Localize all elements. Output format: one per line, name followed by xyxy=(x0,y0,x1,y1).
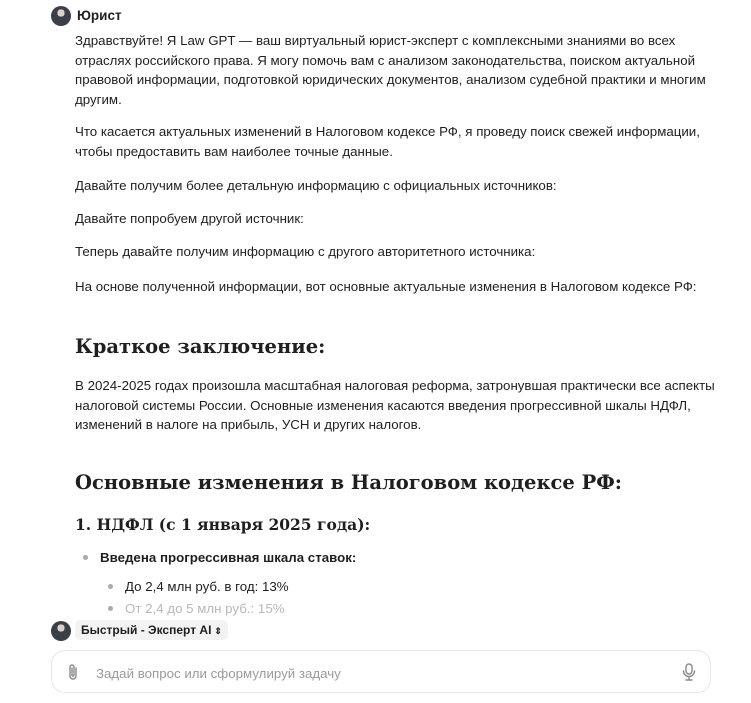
summary-heading: Краткое заключение: xyxy=(75,335,326,358)
model-selector[interactable] xyxy=(75,620,228,640)
changes-heading: Основные изменения в Налоговом кодексе РФ: xyxy=(75,471,622,494)
message-paragraph: Здравствуйте! Я Law GPT — ваш виртуальный юрист-эксперт с комплексными знаниями во всех отраслях российского права. Я могу помочь вам с анализом законодательства, поиском актуальной правовой информации, подготовкой юридических документов, анализом судебной практики и многим другим. xyxy=(75,33,706,107)
section-heading: 1. НДФЛ (с 1 января 2025 года): xyxy=(75,515,371,534)
list-item: Введена прогрессивная шкала ставок: xyxy=(75,549,356,566)
composer xyxy=(51,650,711,693)
message-paragraph: Что касается актуальных изменений в Налоговом кодексе РФ, я проведу поиск свежей информации, чтобы предоставить вам наиболее точные данные. xyxy=(75,124,700,159)
message-input[interactable] xyxy=(94,661,658,685)
message-paragraph: Давайте попробуем другой источник: xyxy=(75,211,304,226)
assistant-avatar xyxy=(51,621,71,641)
assistant-message xyxy=(75,0,725,620)
message-paragraph: Теперь давайте получим информацию с другого авторитетного источника: xyxy=(75,244,536,259)
model-label: Быстрый - Эксперт AI xyxy=(81,623,212,637)
summary-text: В 2024-2025 годах произошла масштабная налоговая реформа, затронувшая практически все аспекты налоговой системы России. Основные изменения касаются введения прогрессивной шкалы НДФЛ, изменений в налоге на прибыль, УСН и других налогов. xyxy=(75,378,715,432)
list-item: От 2,4 до 5 млн руб.: 15% xyxy=(75,600,285,617)
message-paragraph: Давайте получим более детальную информацию с официальных источников: xyxy=(75,178,557,193)
attach-icon[interactable] xyxy=(67,663,79,686)
assistant-name: Юрист xyxy=(77,8,122,23)
list-item: До 2,4 млн руб. в год: 13% xyxy=(75,578,289,595)
assistant-avatar xyxy=(51,6,71,26)
chevron-updown-icon: ⇕ xyxy=(214,626,222,636)
message-paragraph: На основе полученной информации, вот основные актуальные изменения в Налоговом кодексе РФ: xyxy=(75,279,697,294)
microphone-icon[interactable] xyxy=(682,663,696,686)
